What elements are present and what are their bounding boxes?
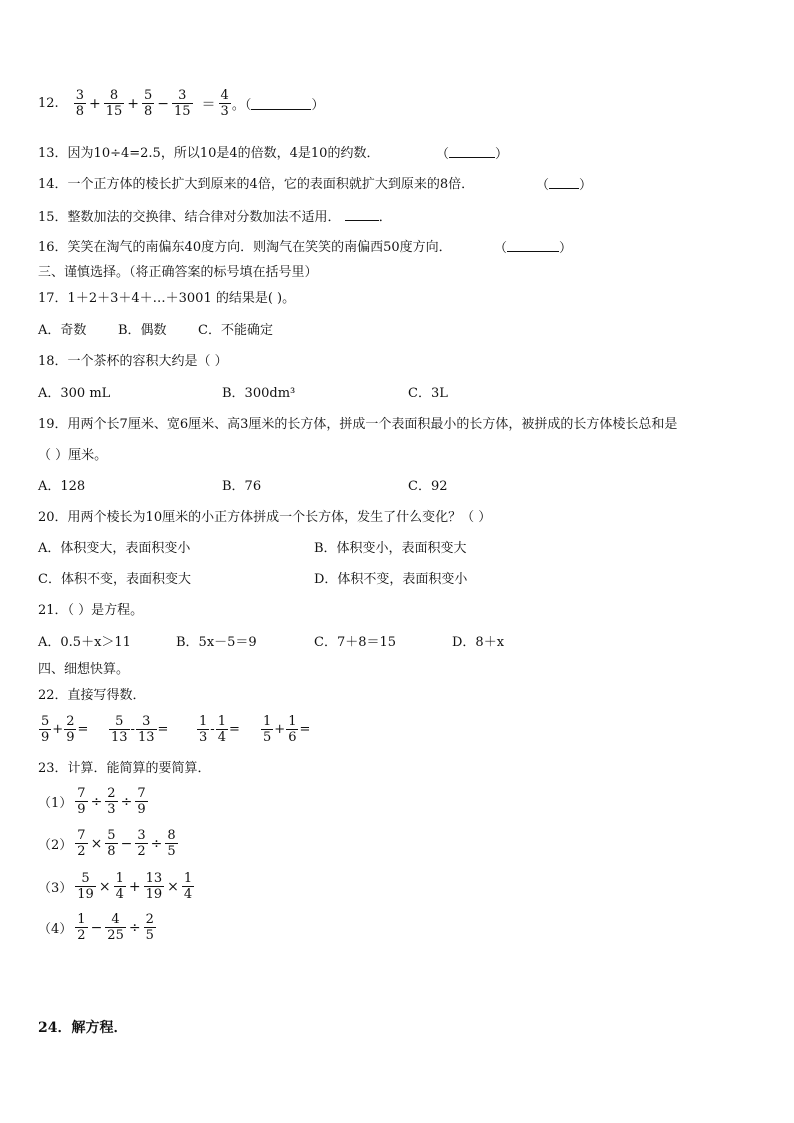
fraction: $\frac{5}{8}$	[107, 828, 116, 859]
option-a[interactable]: A．体积变大，表面积变小	[38, 541, 191, 556]
option-b[interactable]: B．体积变小，表面积变大	[314, 541, 467, 556]
expression-3: $\frac{1}{3}$ - $\frac{1}{4}$ =	[199, 714, 240, 745]
fraction: $\frac{4}{25}$	[107, 912, 124, 943]
option-d[interactable]: D．体积不变，表面积变小	[314, 572, 468, 587]
fraction: $\frac{1}{4}$	[217, 714, 226, 745]
question-number: 12.	[38, 96, 59, 111]
option-a[interactable]: A．128	[38, 479, 86, 494]
answer-blank[interactable]	[507, 239, 559, 252]
option-b[interactable]: B．5x－5＝9	[176, 635, 257, 650]
question-19-continued: （ ）厘米。	[38, 448, 108, 463]
minus-sign: −	[157, 95, 169, 112]
question-23: 23．计算．能简算的要简算．	[38, 761, 211, 776]
option-a[interactable]: A．300 mL	[38, 386, 111, 401]
question-18: 18．一个茶杯的容积大约是（ ）	[38, 354, 228, 369]
fraction: $\frac{3}{15}$	[174, 88, 191, 119]
problem-1: （1） $\frac{7}{9}$ ÷ $\frac{2}{3}$ ÷ $\frac{7}{9}$	[38, 786, 146, 817]
answer-close: ）	[311, 98, 325, 113]
section-4-heading: 四、细想快算。	[38, 662, 130, 677]
problem-4: （4） $\frac{1}{2}$ − $\frac{4}{25}$ ÷ $\frac{2}{5}$	[38, 912, 154, 943]
question-20: 20．用两个棱长为10厘米的小正方体拼成一个长方体，发生了什么变化？（ ）	[38, 510, 492, 525]
section-3-heading: 三、谨慎选择。（将正确答案的标号填在括号里）	[38, 265, 318, 280]
question-19: 19．用两个长7厘米、宽6厘米、高3厘米的长方体，拼成一个表面积最小的长方体，被拼成的长方体棱长总和是	[38, 417, 678, 432]
answer-bracket: （ ）	[436, 147, 509, 162]
option-c[interactable]: C．92	[408, 479, 448, 494]
answer-blank[interactable]	[449, 145, 495, 158]
fraction: $\frac{2}{3}$	[107, 786, 116, 817]
expression-2: $\frac{5}{13}$ - $\frac{3}{13}$ =	[111, 714, 169, 745]
fraction: $\frac{3}{8}$	[75, 88, 84, 119]
answer-open: 。（	[231, 98, 252, 113]
expression-1: $\frac{5}{9}$ + $\frac{2}{9}$ =	[41, 714, 89, 745]
fraction: $\frac{8}{5}$	[167, 828, 176, 859]
question-text: 16．笑笑在淘气的南偏东40度方向．则淘气在笑笑的南偏西50度方向．	[38, 240, 452, 255]
fraction: $\frac{13}{19}$	[145, 871, 163, 902]
question-15: 15．整数加法的交换律、结合律对分数加法不适用． ．	[38, 210, 392, 225]
option-b[interactable]: B．偶数	[118, 323, 167, 338]
answer-bracket: （ ）	[494, 241, 573, 256]
option-b[interactable]: B．300dm³	[222, 386, 296, 401]
answer-bracket: （ ）	[536, 178, 593, 193]
fraction: $\frac{2}{9}$	[66, 714, 75, 745]
question-text: 14．一个正方体的棱长扩大到原来的4倍，它的表面积就扩大到原来的8倍．	[38, 177, 475, 192]
answer-blank[interactable]	[549, 176, 579, 189]
option-d[interactable]: D．8＋x	[452, 635, 505, 650]
fraction: $\frac{8}{15}$	[105, 88, 123, 119]
fraction: $\frac{5}{19}$	[77, 871, 94, 902]
fraction: $\frac{5}{8}$	[143, 88, 153, 119]
question-17: 17．1＋2＋3＋4＋…＋3001 的结果是( )。	[38, 291, 296, 306]
answer-blank[interactable]	[345, 208, 379, 221]
option-c[interactable]: C．体积不变，表面积变大	[38, 572, 191, 587]
fraction: $\frac{3}{13}$	[137, 714, 155, 745]
fraction: $\frac{7}{9}$	[137, 786, 146, 817]
option-c[interactable]: C．3L	[408, 386, 448, 401]
question-13	[38, 145, 509, 163]
option-c[interactable]: C．7＋8＝15	[314, 635, 397, 650]
fraction: $\frac{1}{4}$	[115, 871, 124, 902]
plus-sign: +	[127, 95, 139, 112]
problem-2: （2） $\frac{7}{2}$ × $\frac{5}{8}$ − $\frac{3}{2}$ ÷ $\frac{8}{5}$	[38, 828, 176, 859]
option-b[interactable]: B．76	[222, 479, 262, 494]
question-16	[38, 239, 573, 257]
fraction: $\frac{7}{2}$	[77, 828, 86, 859]
question-text: 15．整数加法的交换律、结合律对分数加法不适用．	[38, 210, 341, 225]
question-12	[38, 88, 324, 119]
option-a[interactable]: A．0.5＋x＞11	[38, 635, 131, 650]
fraction: $\frac{1}{5}$	[263, 714, 272, 745]
question-22: 22．直接写得数．	[38, 688, 146, 703]
question-21: 21．（ ）是方程。	[38, 603, 144, 618]
expression-4: $\frac{1}{5}$ + $\frac{1}{6}$ =	[263, 714, 311, 745]
fraction: $\frac{2}{5}$	[145, 912, 154, 943]
question-24: 24．解方程．	[38, 1020, 128, 1036]
fraction: $\frac{3}{2}$	[137, 828, 146, 859]
question-14	[38, 176, 593, 194]
fraction: $\frac{4}{3}$	[220, 88, 229, 119]
plus-sign: +	[88, 95, 101, 112]
fraction: $\frac{5}{13}$	[111, 714, 128, 745]
option-a[interactable]: A．奇数	[38, 323, 87, 338]
fraction: $\frac{1}{2}$	[77, 912, 86, 943]
fraction: $\frac{5}{9}$	[41, 714, 50, 745]
problem-3: （3） $\frac{5}{19}$ × $\frac{1}{4}$ + $\frac{13}{19}$ × $\frac{1}{4}$	[38, 871, 193, 902]
answer-blank[interactable]	[251, 97, 311, 110]
option-c[interactable]: C．不能确定	[198, 323, 273, 338]
fraction: $\frac{1}{3}$	[199, 714, 208, 745]
question-text: 13．因为10÷4=2.5，所以10是4的倍数，4是10的约数．	[38, 146, 380, 161]
fraction: $\frac{1}{6}$	[288, 714, 297, 745]
fraction: $\frac{7}{9}$	[77, 786, 86, 817]
equals-sign: ＝	[201, 96, 216, 113]
fraction: $\frac{1}{4}$	[183, 871, 193, 902]
